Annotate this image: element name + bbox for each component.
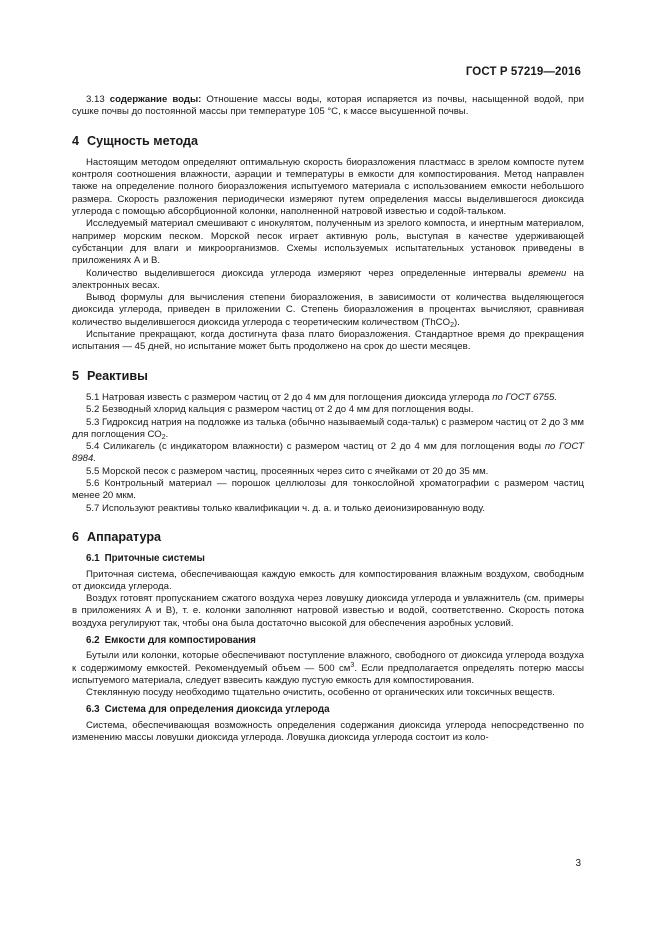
list-item bbox=[72, 392, 584, 404]
section-number: 4 bbox=[72, 133, 80, 148]
section-number: 6 bbox=[72, 529, 80, 544]
page-number: 3 bbox=[575, 858, 581, 869]
subscript: 2 bbox=[450, 321, 454, 329]
subsection-6-3-heading bbox=[72, 704, 584, 716]
text-run: Бутыли или колонки, которые обеспечивают поступление влажного, свободного от диоксида углерода воздуха к содержимому емкостей. Рекомендуемый объем — 500 см bbox=[72, 650, 584, 674]
text-run: на электронных весах. bbox=[72, 267, 584, 291]
subsection-title: Система для определения диоксида углерода bbox=[104, 704, 330, 716]
list-item bbox=[72, 417, 584, 442]
subsection-6-1-heading bbox=[72, 553, 584, 565]
superscript: 3 bbox=[350, 661, 355, 669]
list-item: 5.7 Используют реактивы только квалификации ч. д. а. и только деионизированную воду. bbox=[86, 502, 485, 514]
subsection-number: 6.1 bbox=[86, 553, 100, 565]
page-content bbox=[72, 94, 584, 744]
subsection-6-2-heading bbox=[72, 635, 584, 647]
paragraph: Стеклянную посуду необходимо тщательно очистить, особенно от органических или токсичных веществ. bbox=[86, 687, 555, 699]
list-item: 5.6 Контрольный материал — порошок целлюлозы для тонкослойной хроматографии с размером частиц менее 20 мкм. bbox=[72, 478, 584, 502]
italic-run: по ГОСТ 8984. bbox=[72, 441, 584, 465]
text-run: ). bbox=[453, 316, 460, 328]
paragraph bbox=[72, 650, 584, 687]
italic-run: по ГОСТ 6755. bbox=[492, 391, 557, 403]
text-run: Вывод формулы для вычисления степени биоразложения, в зависимости от количества выделяющегося диоксида углерода, приведен в приложении С. Степень биоразложения в процентах вычисляют, сравнивая количество выделившегося диоксида углерода с теоретическим количеством (ThCO bbox=[72, 292, 584, 328]
subscript: 2 bbox=[161, 433, 166, 441]
section-5-heading bbox=[72, 370, 584, 382]
section-6-heading bbox=[72, 531, 584, 543]
section-title: Аппаратура bbox=[87, 529, 162, 544]
text-run: 5.3 Гидроксид натрия на подложке из талька (обычно называемый сода-тальк) с размером частиц от 2 до 3 мм для поглощения СО bbox=[72, 416, 584, 440]
paragraph: Приточная система, обеспечивающая каждую емкость для компостирования влажным воздухом, свободным от диоксида углерода. bbox=[72, 568, 584, 592]
paragraph: Исследуемый материал смешивают с инокулятом, полученным из зрелого компоста, и инертным материалом, например морским песком. Морской песок играет активную роль, выступая в качестве удерживающей субстанции для влаги и микроорганизмов. Схемы используемых испытательных установок приведены в приложениях А и В. bbox=[72, 218, 584, 267]
paragraph bbox=[72, 292, 584, 329]
list-item: 5.5 Морской песок с размером частиц, просеянных через сито с ячейками от 20 до 35 мм. bbox=[86, 465, 489, 477]
list-item: 5.2 Безводный хлорид кальция с размером частиц от 2 до 4 мм для поглощения воды. bbox=[86, 404, 474, 416]
definition-text: Отношение массы воды, которая испаряется из почвы, насыщенной водой, при сушке почвы до постоянной массы при температуре 105 °С, к массе высушенной почвы. bbox=[72, 94, 584, 118]
paragraph: Испытание прекращают, когда достигнута фаза плато биоразложения. Стандартное время до прекращения испытания — 45 дней, но испытание может быть продолжено на срок до шести месяцев. bbox=[72, 329, 584, 353]
paragraph: Воздух готовят пропусканием сжатого воздуха через ловушку диоксида углерода и увлажнитель (см. примеры в приложениях А и В), т. е. колонки заполняют натровой известью и водой, соответственно. Скорость потока воздуха регулируют так, чтобы она была достаточно высокой для обеспечения аэробных условий. bbox=[72, 593, 584, 629]
section-4-heading bbox=[72, 135, 584, 147]
text-run: 5.1 Натровая известь с размером частиц от 2 до 4 мм для поглощения диоксида углерода bbox=[86, 391, 493, 403]
text-run: . Если предполагается определять потерю массы испытуемого материала, следует взвесить каждую пустую емкость для компостирования. bbox=[72, 662, 584, 686]
section-title: Сущность метода bbox=[87, 133, 198, 148]
subsection-number: 6.3 bbox=[86, 704, 100, 716]
section-title: Реактивы bbox=[87, 368, 148, 383]
list-item bbox=[72, 441, 584, 466]
subsection-number: 6.2 bbox=[86, 634, 100, 646]
paragraph: Система, обеспечивающая возможность определения содержания диоксида углерода непосредственно по изменению массы ловушки диоксида углерода. Ловушка диоксида углерода состоит из коло- bbox=[72, 719, 584, 744]
text-run: . bbox=[165, 428, 169, 440]
subsection-title: Емкости для компостирования bbox=[104, 634, 256, 646]
paragraph bbox=[72, 268, 584, 293]
paragraph: Настоящим методом определяют оптимальную скорость биоразложения пластмасс в зрелом компосте путем контроля соотношения влажности, аэрации и температуры в емкости для компостирования. Метод направлен также на определение полного биоразложения испытуемого материала с использованием емкости небольшого размера. Скорость разложения периодически измеряют путем определения массы выделившегося диоксида углерода с помощью абсорбционной колонки, наполненной натровой известью и содой-тальком. bbox=[72, 156, 584, 218]
italic-run: времени bbox=[528, 267, 567, 279]
definition-term: содержание воды: bbox=[109, 94, 202, 105]
definition-number: 3.13 bbox=[86, 94, 105, 105]
subsection-title: Приточные системы bbox=[104, 553, 205, 565]
section-number: 5 bbox=[72, 368, 80, 383]
standard-header: ГОСТ Р 57219—2016 bbox=[465, 66, 581, 78]
text-run: 5.4 Силикагель (с индикатором влажности) с размером частиц от 2 до 4 мм для поглощения воды bbox=[86, 441, 545, 453]
text-run: Количество выделившегося диоксида углерода измеряют через определенные интервалы bbox=[86, 267, 529, 279]
definition-3-13 bbox=[72, 94, 584, 119]
